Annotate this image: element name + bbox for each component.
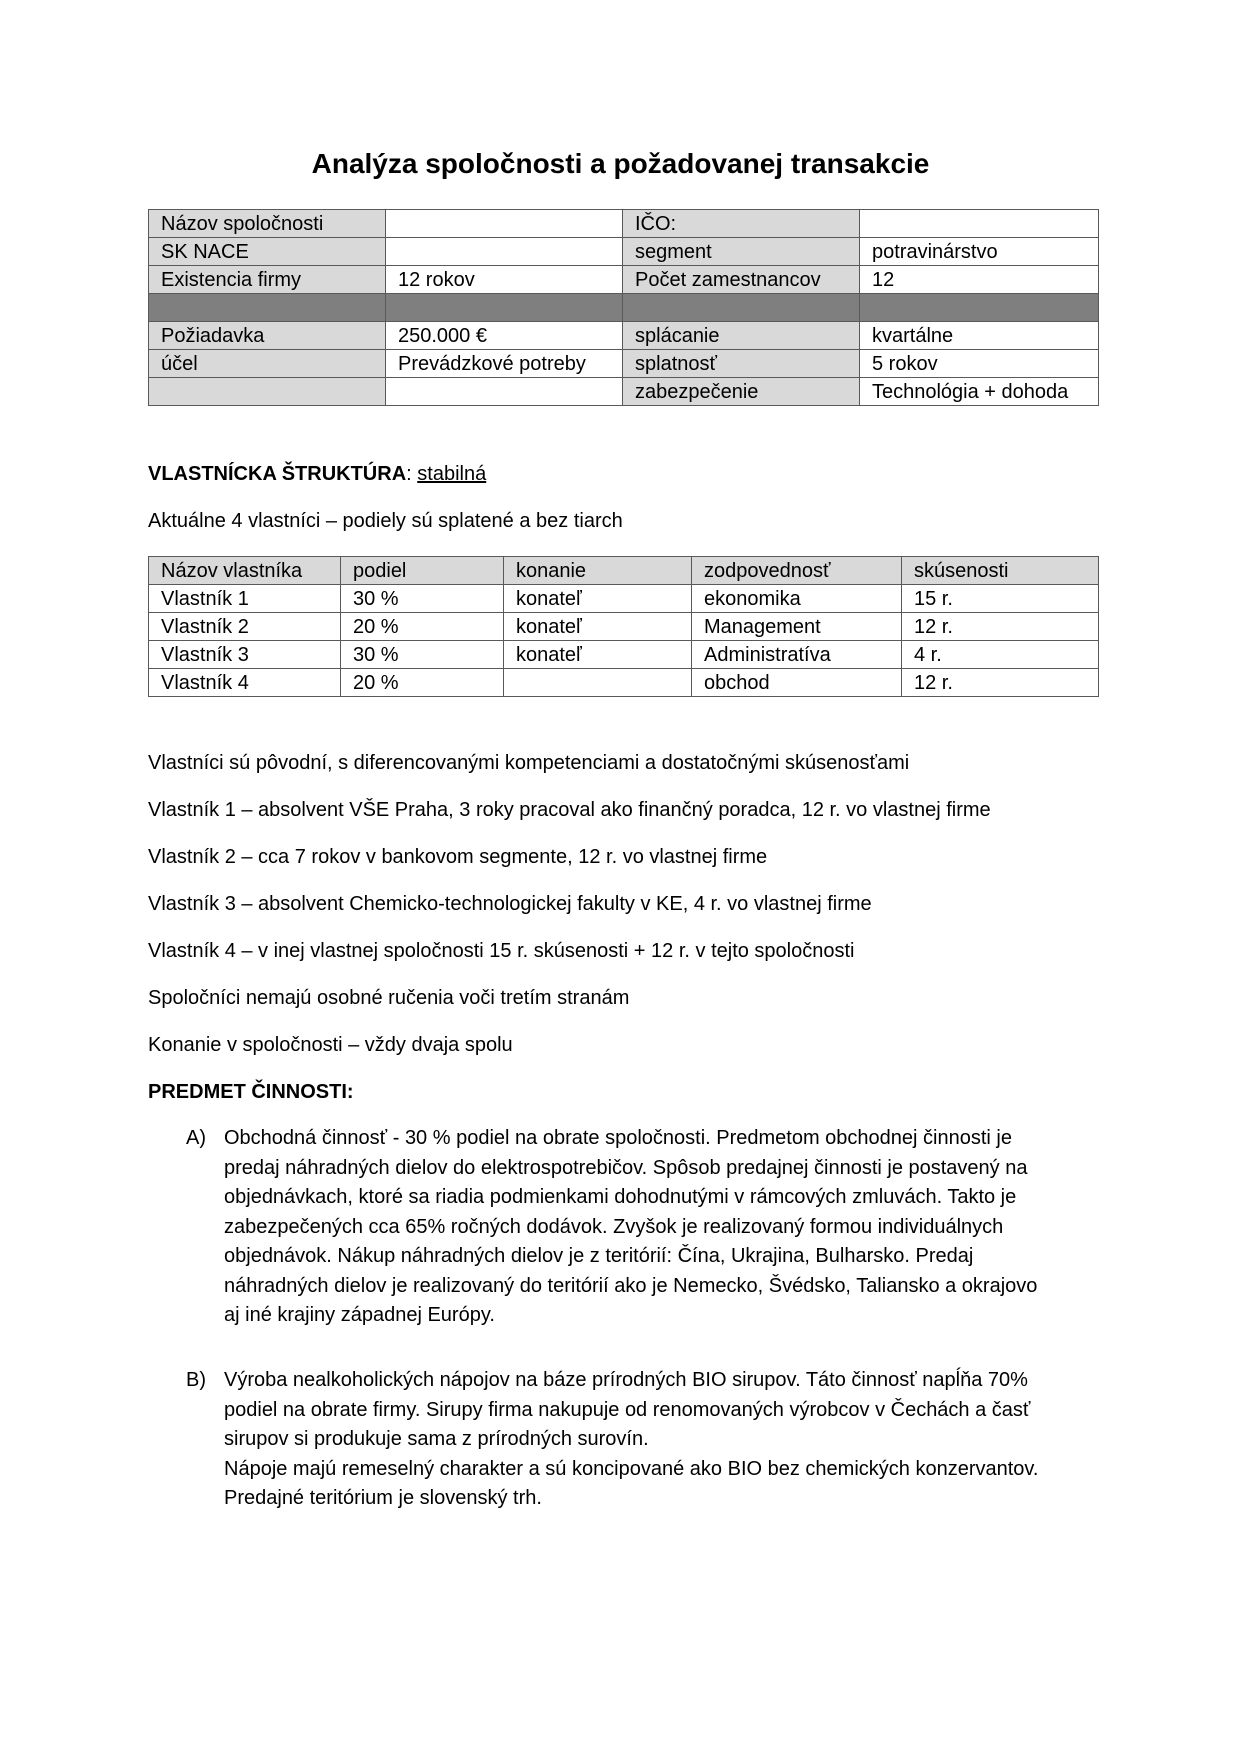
text-line: Predajné teritórium je slovenský trh. xyxy=(224,1487,542,1509)
text-line: Výroba nealkoholických nápojov na báze prírodných BIO sirupov. Táto činnosť napĺňa 70% xyxy=(224,1369,1028,1391)
company-info-table xyxy=(148,209,1099,406)
table-row xyxy=(149,322,1099,350)
table-cell xyxy=(860,210,1099,238)
paragraph: Konanie v spoločnosti – vždy dvaja spolu xyxy=(148,1034,513,1056)
table-cell: konateľ xyxy=(504,585,692,613)
table-cell xyxy=(860,294,1099,322)
text-line: podiel na obrate firmy. Sirupy firma nakupuje od renomovaných výrobcov v Čechách a časť xyxy=(224,1398,1031,1421)
table-cell: Vlastník 4 xyxy=(149,669,341,697)
table-row xyxy=(149,613,1099,641)
table-cell: účel xyxy=(149,350,386,378)
table-cell: obchod xyxy=(692,669,902,697)
table-cell: Požiadavka xyxy=(149,322,386,350)
table-cell: kvartálne xyxy=(860,322,1099,350)
column-header: zodpovednosť xyxy=(692,557,902,585)
list-marker: A) xyxy=(186,1127,206,1149)
table-cell: 30 % xyxy=(341,641,504,669)
table-separator-row xyxy=(149,294,1099,322)
table-cell xyxy=(386,378,623,406)
table-cell: 12 r. xyxy=(902,669,1099,697)
table-cell xyxy=(386,210,623,238)
text-line: sirupov si produkuje sama z prírodných surovín. xyxy=(224,1428,649,1450)
table-cell: 20 % xyxy=(341,613,504,641)
table-cell: splatnosť xyxy=(623,350,860,378)
table-cell xyxy=(386,294,623,322)
table-cell xyxy=(504,669,692,697)
table-cell xyxy=(149,378,386,406)
table-row xyxy=(149,210,1099,238)
table-cell: 250.000 € xyxy=(386,322,623,350)
table-cell: potravinárstvo xyxy=(860,238,1099,266)
text-line: objednávkach, ktoré sa riadia podmienkami dohodnutými v rámcových zmluvách. Takto je xyxy=(224,1186,1017,1208)
activity-heading-label: PREDMET ČINNOSTI: xyxy=(148,1081,354,1103)
ownership-heading-separator: : xyxy=(406,463,418,485)
page-title: Analýza spoločnosti a požadovanej transakcie xyxy=(311,148,930,179)
table-cell: segment xyxy=(623,238,860,266)
owner-table xyxy=(148,556,1099,697)
table-cell: zabezpečenie xyxy=(623,378,860,406)
list-item-text xyxy=(224,1366,1124,1514)
table-cell: 15 r. xyxy=(902,585,1099,613)
paragraph: Vlastník 2 – cca 7 rokov v bankovom segmente, 12 r. vo vlastnej firme xyxy=(148,846,768,868)
table-row xyxy=(149,585,1099,613)
text-line: náhradných dielov je realizovaný do teritórií ako je Nemecko, Švédsko, Taliansko a okrajovo xyxy=(224,1274,1038,1297)
paragraph: Vlastníci sú pôvodní, s diferencovanými kompetenciami a dostatočnými skúsenosťami xyxy=(148,752,910,774)
table-cell: Vlastník 2 xyxy=(149,613,341,641)
table-cell: splácanie xyxy=(623,322,860,350)
paragraph: Vlastník 1 – absolvent VŠE Praha, 3 roky pracoval ako finančný poradca, 12 r. vo vlastnej firme xyxy=(148,799,991,821)
paragraph: Vlastník 3 – absolvent Chemicko-technologickej fakulty v KE, 4 r. vo vlastnej firme xyxy=(148,893,872,915)
table-row xyxy=(149,378,1099,406)
table-cell: konateľ xyxy=(504,641,692,669)
column-header: skúsenosti xyxy=(902,557,1099,585)
column-header: Názov vlastníka xyxy=(149,557,341,585)
table-cell: 12 xyxy=(860,266,1099,294)
list-item-text xyxy=(224,1124,1124,1331)
table-cell: Technológia + dohoda xyxy=(860,378,1099,406)
table-cell: 12 r. xyxy=(902,613,1099,641)
paragraph: Spoločníci nemajú osobné ručenia voči tretím stranám xyxy=(148,987,630,1009)
table-row xyxy=(149,350,1099,378)
table-row xyxy=(149,669,1099,697)
list-marker: B) xyxy=(186,1369,206,1391)
table-cell: Existencia firmy xyxy=(149,266,386,294)
table-cell: Počet zamestnancov xyxy=(623,266,860,294)
column-header: podiel xyxy=(341,557,504,585)
text-line: predaj náhradných dielov do elektrospotrebičov. Spôsob predajnej činnosti je postavený na xyxy=(224,1156,1028,1179)
table-cell: Vlastník 3 xyxy=(149,641,341,669)
table-cell: Administratíva xyxy=(692,641,902,669)
text-line: aj iné krajiny západnej Európy. xyxy=(224,1304,495,1326)
table-cell xyxy=(623,294,860,322)
text-line: objednávok. Nákup náhradných dielov je z teritórií: Čína, Ukrajina, Bulharsko. Predaj xyxy=(224,1245,974,1267)
paragraph: Vlastník 4 – v inej vlastnej spoločnosti 15 r. skúsenosti + 12 r. v tejto spoločnosti xyxy=(148,940,855,962)
table-cell: Vlastník 1 xyxy=(149,585,341,613)
table-cell: Názov spoločnosti xyxy=(149,210,386,238)
text-line: Nápoje majú remeselný charakter a sú koncipované ako BIO bez chemických konzervantov. xyxy=(224,1457,1039,1480)
table-row xyxy=(149,238,1099,266)
column-header: konanie xyxy=(504,557,692,585)
ownership-note: Aktuálne 4 vlastníci – podiely sú splatené a bez tiarch xyxy=(148,510,623,532)
table-cell: 5 rokov xyxy=(860,350,1099,378)
table-cell: IČO: xyxy=(623,210,860,238)
activity-heading xyxy=(148,1081,354,1104)
table-cell: Management xyxy=(692,613,902,641)
table-header-row xyxy=(149,557,1099,585)
text-line: zabezpečených cca 65% ročných dodávok. Zvyšok je realizovaný formou individuálnych xyxy=(224,1215,1004,1238)
table-cell: 30 % xyxy=(341,585,504,613)
table-cell xyxy=(386,238,623,266)
table-row xyxy=(149,641,1099,669)
table-cell: ekonomika xyxy=(692,585,902,613)
ownership-status: stabilná xyxy=(417,463,487,485)
text-line: Obchodná činnosť - 30 % podiel na obrate spoločnosti. Predmetom obchodnej činnosti je xyxy=(224,1127,1012,1149)
ownership-heading xyxy=(148,463,486,486)
table-cell: 4 r. xyxy=(902,641,1099,669)
table-cell: 20 % xyxy=(341,669,504,697)
table-row xyxy=(149,266,1099,294)
table-cell xyxy=(149,294,386,322)
table-cell: konateľ xyxy=(504,613,692,641)
table-cell: Prevádzkové potreby xyxy=(386,350,623,378)
table-cell: 12 rokov xyxy=(386,266,623,294)
ownership-heading-label: VLASTNÍCKA ŠTRUKTÚRA xyxy=(148,463,407,485)
table-cell: SK NACE xyxy=(149,238,386,266)
